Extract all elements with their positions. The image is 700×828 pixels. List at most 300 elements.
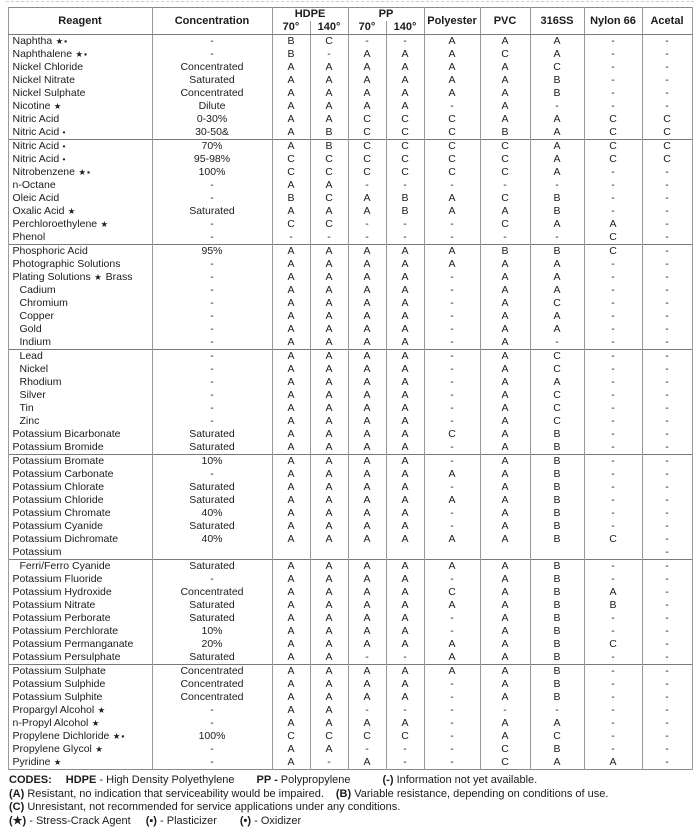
rating-cell: A	[348, 74, 386, 87]
rating-cell: A	[386, 363, 424, 376]
concentration-cell: 95-98%	[152, 153, 272, 166]
reagent-name: Potassium Carbonate	[13, 468, 114, 480]
rating-cell: A	[386, 284, 424, 297]
reagent-cell	[8, 612, 152, 625]
rating-cell: A	[310, 310, 348, 323]
rating-cell: C	[424, 586, 480, 599]
rating-cell: -	[642, 743, 692, 756]
rating-cell: A	[310, 389, 348, 402]
concentration-cell: 0-30%	[152, 113, 272, 126]
reagent-name: Nitric Acid	[13, 113, 60, 125]
rating-cell: A	[480, 481, 530, 494]
concentration-cell: Saturated	[152, 520, 272, 533]
rating-cell: A	[480, 520, 530, 533]
pp-term: PP -	[257, 774, 278, 786]
reagent-name: Potassium Sulphate	[13, 665, 106, 677]
rating-cell: -	[584, 612, 642, 625]
rating-cell: A	[310, 205, 348, 218]
rating-cell: C	[386, 166, 424, 179]
rating-cell: A	[386, 415, 424, 428]
rating-cell: A	[584, 218, 642, 231]
rating-cell: A	[386, 586, 424, 599]
table-row	[8, 704, 692, 717]
rating-cell: A	[348, 756, 386, 770]
rating-cell: -	[584, 560, 642, 574]
rating-cell: A	[348, 258, 386, 271]
concentration-cell: Concentrated	[152, 691, 272, 704]
reagent-cell	[8, 441, 152, 455]
rating-cell: A	[386, 245, 424, 259]
rating-cell: A	[480, 441, 530, 455]
col-header-pp: PP	[348, 8, 424, 22]
rating-cell: A	[424, 192, 480, 205]
concentration-cell: 30-50&	[152, 126, 272, 140]
rating-cell: C	[386, 153, 424, 166]
rating-cell: -	[584, 468, 642, 481]
rating-cell: A	[348, 87, 386, 100]
rating-cell	[386, 546, 424, 560]
reagent-name: Plating Solutions	[13, 271, 91, 283]
rating-cell: -	[424, 625, 480, 638]
rating-cell: -	[584, 678, 642, 691]
rating-cell: -	[642, 231, 692, 245]
rating-cell: A	[348, 599, 386, 612]
rating-cell: A	[310, 87, 348, 100]
rating-cell: A	[480, 310, 530, 323]
reagent-name: Potassium Chromate	[13, 507, 111, 519]
rating-cell: -	[642, 48, 692, 61]
rating-cell: A	[348, 717, 386, 730]
rating-cell: B	[530, 638, 584, 651]
rating-cell: A	[348, 376, 386, 389]
concentration-cell: -	[152, 48, 272, 61]
rating-cell: C	[272, 166, 310, 179]
table-row	[8, 520, 692, 533]
reagent-symbol-icon: •	[59, 154, 66, 164]
reagent-name: Potassium Hydroxide	[13, 586, 112, 598]
rating-cell: A	[310, 678, 348, 691]
rating-cell: -	[584, 520, 642, 533]
rating-cell: A	[348, 245, 386, 259]
rating-cell: -	[642, 665, 692, 679]
rating-cell: A	[480, 284, 530, 297]
table-row	[8, 455, 692, 469]
table-row	[8, 271, 692, 284]
rating-cell: -	[584, 205, 642, 218]
reagent-name: Pyridine	[13, 756, 51, 768]
rating-cell: B	[530, 520, 584, 533]
reagent-name: Nickel Sulphate	[13, 87, 86, 99]
codes-line-c	[9, 801, 700, 815]
rating-cell: A	[272, 87, 310, 100]
reagent-cell	[8, 87, 152, 100]
rating-cell: -	[424, 507, 480, 520]
rating-cell: B	[530, 691, 584, 704]
reagent-name: Potassium Perchlorate	[13, 625, 119, 637]
rating-cell: -	[584, 573, 642, 586]
rating-cell: A	[272, 691, 310, 704]
rating-cell: -	[584, 455, 642, 469]
reagent-name: Lead	[20, 350, 43, 362]
rating-cell: -	[584, 428, 642, 441]
rating-cell: C	[480, 140, 530, 154]
rating-cell: -	[424, 323, 480, 336]
rating-cell: A	[480, 323, 530, 336]
rating-cell: -	[424, 520, 480, 533]
rating-cell: C	[530, 402, 584, 415]
rating-cell: A	[386, 87, 424, 100]
rating-cell: B	[530, 87, 584, 100]
rating-cell: A	[530, 756, 584, 770]
rating-cell	[424, 546, 480, 560]
rating-cell: A	[480, 297, 530, 310]
reagent-cell	[8, 153, 152, 166]
concentration-cell: -	[152, 179, 272, 192]
bullet-symbol-term: (•)	[240, 815, 251, 827]
table-row	[8, 441, 692, 455]
rating-cell: A	[386, 520, 424, 533]
reagent-name: Chromium	[20, 297, 68, 309]
rating-cell: B	[530, 560, 584, 574]
table-row	[8, 389, 692, 402]
rating-cell: A	[310, 363, 348, 376]
rating-cell: A	[424, 468, 480, 481]
table-row	[8, 481, 692, 494]
rating-cell: A	[530, 284, 584, 297]
rating-cell: -	[424, 481, 480, 494]
rating-cell: A	[348, 284, 386, 297]
rating-cell: -	[480, 179, 530, 192]
rating-cell: B	[272, 35, 310, 49]
rating-cell: -	[584, 35, 642, 49]
codes-line-definitions	[9, 774, 700, 788]
rating-cell: -	[584, 717, 642, 730]
table-row	[8, 651, 692, 665]
rating-cell: A	[272, 140, 310, 154]
reagent-cell	[8, 573, 152, 586]
rating-cell: A	[424, 665, 480, 679]
rating-cell: C	[530, 730, 584, 743]
rating-cell: A	[310, 507, 348, 520]
reagent-symbol-icon: ★	[97, 219, 109, 229]
rating-cell: -	[424, 573, 480, 586]
rating-cell: A	[530, 310, 584, 323]
rating-cell: C	[424, 153, 480, 166]
rating-cell: -	[424, 756, 480, 770]
table-row	[8, 533, 692, 546]
table-row	[8, 231, 692, 245]
reagent-cell	[8, 205, 152, 218]
rating-cell: A	[272, 389, 310, 402]
rating-cell: A	[530, 35, 584, 49]
rating-cell: -	[642, 704, 692, 717]
rating-cell: C	[530, 350, 584, 364]
concentration-cell: -	[152, 376, 272, 389]
rating-cell: A	[480, 586, 530, 599]
col-header-316ss: 316SS	[530, 8, 584, 35]
rating-cell: -	[424, 691, 480, 704]
rating-cell: -	[642, 245, 692, 259]
codes-line-symbols	[9, 815, 700, 828]
rating-cell: -	[348, 743, 386, 756]
reagent-name: Potassium Cyanide	[13, 520, 103, 532]
reagent-cell	[8, 402, 152, 415]
table-row	[8, 468, 692, 481]
rating-cell: A	[310, 743, 348, 756]
rating-cell: -	[642, 258, 692, 271]
rating-cell: A	[424, 87, 480, 100]
rating-cell: B	[530, 441, 584, 455]
rating-cell: A	[348, 350, 386, 364]
reagent-name: Nickel Nitrate	[13, 74, 75, 86]
rating-cell: -	[584, 166, 642, 179]
rating-cell: -	[424, 218, 480, 231]
rating-cell: -	[424, 455, 480, 469]
rating-cell: A	[272, 455, 310, 469]
rating-cell: A	[386, 638, 424, 651]
rating-cell: B	[530, 468, 584, 481]
rating-cell: C	[424, 428, 480, 441]
col-header-pp-140: 140°	[386, 21, 424, 35]
rating-cell: A	[480, 468, 530, 481]
rating-cell: -	[386, 704, 424, 717]
rating-cell: A	[310, 625, 348, 638]
col-header-pp-70: 70°	[348, 21, 386, 35]
reagent-name: Cadium	[20, 284, 56, 296]
rating-cell: B	[272, 192, 310, 205]
pp-def-text: Polypropylene	[281, 774, 351, 786]
rating-cell: C	[584, 231, 642, 245]
rating-cell: -	[424, 389, 480, 402]
rating-cell: C	[272, 153, 310, 166]
rating-cell: A	[310, 402, 348, 415]
rating-cell: A	[348, 389, 386, 402]
rating-cell: -	[642, 336, 692, 350]
rating-cell: A	[480, 205, 530, 218]
rating-cell: B	[530, 245, 584, 259]
rating-cell: -	[642, 625, 692, 638]
reagent-symbol-icon: ★▪	[109, 731, 125, 741]
rating-cell: B	[530, 599, 584, 612]
rating-cell: -	[386, 231, 424, 245]
table-row	[8, 245, 692, 259]
concentration-cell: -	[152, 323, 272, 336]
reagent-cell	[8, 428, 152, 441]
rating-cell	[272, 546, 310, 560]
table-row	[8, 717, 692, 730]
rating-cell: A	[386, 271, 424, 284]
table-row	[8, 546, 692, 560]
rating-cell: A	[310, 284, 348, 297]
rating-cell: -	[424, 612, 480, 625]
reagent-symbol-icon: ★	[94, 705, 106, 715]
table-row	[8, 218, 692, 231]
rating-cell: A	[480, 61, 530, 74]
rating-cell: A	[348, 665, 386, 679]
rating-cell: A	[310, 560, 348, 574]
rating-cell: A	[272, 494, 310, 507]
rating-cell: A	[348, 48, 386, 61]
table-row	[8, 560, 692, 574]
rating-cell: A	[310, 179, 348, 192]
rating-cell: A	[480, 376, 530, 389]
rating-cell: B	[530, 192, 584, 205]
rating-cell: A	[480, 35, 530, 49]
star-symbol-def-text: - Stress-Crack Agent	[29, 815, 130, 827]
dash-definition	[383, 774, 538, 786]
reagent-cell	[8, 350, 152, 364]
col-header-concentration: Concentration	[152, 8, 272, 35]
rating-c-term: (C)	[9, 801, 24, 813]
rating-cell: -	[642, 573, 692, 586]
rating-cell: B	[310, 140, 348, 154]
rating-cell: A	[386, 717, 424, 730]
reagent-cell	[8, 717, 152, 730]
reagent-cell	[8, 704, 152, 717]
pp-definition	[257, 774, 351, 786]
rating-cell: A	[480, 651, 530, 665]
bullet-symbol-definition	[240, 815, 301, 827]
rating-cell: -	[584, 100, 642, 113]
concentration-cell: 10%	[152, 455, 272, 469]
rating-cell: B	[530, 455, 584, 469]
rating-cell: -	[642, 389, 692, 402]
concentration-cell: -	[152, 35, 272, 49]
reagent-cell	[8, 586, 152, 599]
rating-cell: -	[642, 599, 692, 612]
rating-cell: A	[348, 573, 386, 586]
rating-cell: A	[310, 586, 348, 599]
rating-cell: A	[530, 140, 584, 154]
rating-cell: A	[310, 717, 348, 730]
reagent-name: Oxalic Acid	[13, 205, 65, 217]
rating-cell: A	[348, 271, 386, 284]
rating-cell	[310, 546, 348, 560]
reagent-name: Propargyl Alcohol	[13, 704, 95, 716]
rating-cell: C	[348, 113, 386, 126]
rating-cell: A	[348, 455, 386, 469]
reagent-name: Gold	[20, 323, 42, 335]
rating-cell: A	[348, 310, 386, 323]
reagent-name: Ferri/Ferro Cyanide	[20, 560, 111, 572]
rating-cell: A	[480, 507, 530, 520]
reagent-name-suffix: Brass	[103, 271, 133, 283]
rating-cell: C	[386, 140, 424, 154]
reagent-symbol-icon: ★	[50, 757, 62, 767]
table-row	[8, 126, 692, 140]
rating-cell: A	[348, 507, 386, 520]
rating-cell: A	[480, 100, 530, 113]
reagent-cell	[8, 415, 152, 428]
reagent-name: Perchloroethylene	[13, 218, 98, 230]
rating-cell: -	[424, 743, 480, 756]
rating-cell: C	[348, 153, 386, 166]
concentration-cell: 10%	[152, 625, 272, 638]
rating-cell: C	[530, 389, 584, 402]
rating-cell: A	[480, 717, 530, 730]
rating-cell: A	[386, 678, 424, 691]
reagent-cell	[8, 651, 152, 665]
rating-cell: -	[480, 704, 530, 717]
rating-cell: -	[642, 179, 692, 192]
rating-cell: -	[584, 743, 642, 756]
concentration-cell: Saturated	[152, 205, 272, 218]
rating-cell: -	[642, 717, 692, 730]
rating-cell: -	[584, 350, 642, 364]
reagent-symbol-icon: •	[59, 141, 66, 151]
reagent-cell	[8, 336, 152, 350]
reagent-symbol-icon: ★	[91, 272, 103, 282]
concentration-cell: -	[152, 402, 272, 415]
rating-cell: -	[530, 179, 584, 192]
rating-cell: A	[480, 560, 530, 574]
rating-cell: -	[424, 297, 480, 310]
reagent-cell	[8, 35, 152, 49]
reagent-symbol-icon: ★	[50, 101, 62, 111]
concentration-cell: -	[152, 310, 272, 323]
rating-cell: B	[584, 599, 642, 612]
concentration-cell: -	[152, 258, 272, 271]
rating-cell: B	[480, 245, 530, 259]
reagent-name: Photographic Solutions	[13, 258, 121, 270]
rating-cell: C	[530, 61, 584, 74]
rating-cell: A	[310, 61, 348, 74]
rating-cell: A	[480, 113, 530, 126]
rating-cell: A	[424, 205, 480, 218]
reagent-name: Indium	[20, 336, 52, 348]
reagent-name: Naphtha	[13, 35, 53, 47]
rating-cell: A	[480, 258, 530, 271]
rating-a-term: (A)	[9, 788, 24, 800]
concentration-cell: -	[152, 284, 272, 297]
rating-cell: -	[642, 546, 692, 560]
reagent-cell	[8, 363, 152, 376]
rating-cell: A	[272, 376, 310, 389]
rating-cell: -	[386, 743, 424, 756]
rating-cell: C	[480, 48, 530, 61]
reagent-cell	[8, 179, 152, 192]
reagent-name: Propylene Glycol	[13, 743, 92, 755]
reagent-name: Propylene Dichloride	[13, 730, 110, 742]
rating-cell: A	[272, 336, 310, 350]
rating-cell: C	[424, 140, 480, 154]
reagent-cell	[8, 678, 152, 691]
rating-cell: A	[272, 560, 310, 574]
rating-cell: A	[424, 651, 480, 665]
rating-cell: A	[386, 599, 424, 612]
table-row	[8, 192, 692, 205]
table-row	[8, 258, 692, 271]
reagent-cell	[8, 245, 152, 259]
codes-line-a-b	[9, 788, 700, 802]
rating-cell	[480, 546, 530, 560]
reagent-cell	[8, 560, 152, 574]
rating-cell: A	[272, 205, 310, 218]
table-row	[8, 100, 692, 113]
reagent-name: Nitric Acid	[13, 153, 60, 165]
rating-cell: A	[272, 756, 310, 770]
rating-cell: -	[584, 74, 642, 87]
table-row	[8, 415, 692, 428]
rating-cell: -	[642, 428, 692, 441]
concentration-cell: Saturated	[152, 481, 272, 494]
rating-cell: A	[480, 494, 530, 507]
reagent-cell	[8, 310, 152, 323]
rating-cell: C	[642, 126, 692, 140]
reagent-cell	[8, 231, 152, 245]
concentration-cell: -	[152, 271, 272, 284]
rating-cell: A	[480, 730, 530, 743]
